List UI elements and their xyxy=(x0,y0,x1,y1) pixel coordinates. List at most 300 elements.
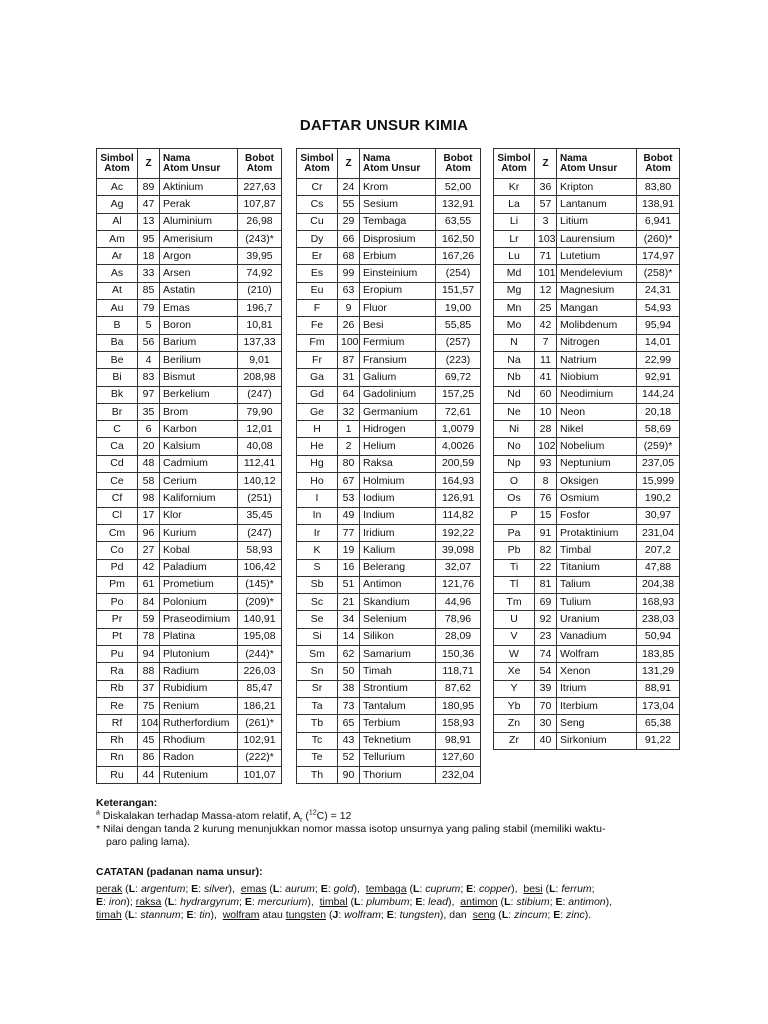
element-weight: 121,76 xyxy=(436,576,481,593)
element-weight: 50,94 xyxy=(637,628,680,645)
element-name: Cerium xyxy=(160,473,238,490)
element-name: Erbium xyxy=(360,248,436,265)
element-name: Aluminium xyxy=(160,213,238,230)
table-row xyxy=(97,317,282,334)
element-z: 1 xyxy=(338,421,360,438)
element-symbol: Re xyxy=(97,697,138,714)
element-symbol: Br xyxy=(97,403,138,420)
element-z: 10 xyxy=(535,403,557,420)
element-name: Sesium xyxy=(360,196,436,213)
element-weight: (222)* xyxy=(238,749,282,766)
catatan-text: ; xyxy=(314,883,321,895)
element-z: 103 xyxy=(535,230,557,247)
element-name: Molibdenum xyxy=(557,317,637,334)
header-name: Nama Atom Unsur xyxy=(557,149,637,179)
element-name: Krom xyxy=(360,179,436,196)
element-weight: 232,04 xyxy=(436,767,481,784)
element-weight: 144,24 xyxy=(637,386,680,403)
catatan-text: : xyxy=(327,883,334,895)
catatan-text: ), xyxy=(353,883,366,895)
table-row xyxy=(494,282,680,299)
table-row xyxy=(494,646,680,663)
element-z: 42 xyxy=(138,559,160,576)
element-weight: (261)* xyxy=(238,715,282,732)
element-z: 52 xyxy=(338,749,360,766)
element-symbol: Fm xyxy=(297,334,338,351)
catatan-text: hydrargyrum xyxy=(180,896,240,908)
element-z: 74 xyxy=(535,646,557,663)
element-z: 11 xyxy=(535,351,557,368)
element-z: 56 xyxy=(138,334,160,351)
element-symbol: Tl xyxy=(494,576,535,593)
table-row xyxy=(297,646,481,663)
element-symbol: Al xyxy=(97,213,138,230)
element-symbol: Si xyxy=(297,628,338,645)
element-name: Plutonium xyxy=(160,646,238,663)
element-z: 71 xyxy=(535,248,557,265)
element-symbol: Nb xyxy=(494,369,535,386)
element-symbol: As xyxy=(97,265,138,282)
catatan-text: ), xyxy=(307,896,320,908)
catatan-text: E xyxy=(466,883,474,895)
table-row xyxy=(97,351,282,368)
element-z: 20 xyxy=(138,438,160,455)
element-weight: 4,0026 xyxy=(436,438,481,455)
table-row xyxy=(494,507,680,524)
element-symbol: Se xyxy=(297,611,338,628)
catatan-line-2 xyxy=(96,896,696,909)
table-row xyxy=(97,663,282,680)
table-header-row xyxy=(494,149,680,179)
element-z: 59 xyxy=(138,611,160,628)
catatan-text: aurum xyxy=(285,883,315,895)
catatan-text: ); xyxy=(126,896,136,908)
element-weight: (258)* xyxy=(637,265,680,282)
element-weight: 132,91 xyxy=(436,196,481,213)
table-row xyxy=(297,594,481,611)
element-symbol: Lu xyxy=(494,248,535,265)
table-row xyxy=(494,680,680,697)
element-name: Fermium xyxy=(360,334,436,351)
element-z: 104 xyxy=(138,715,160,732)
catatan-text: plumbum xyxy=(366,896,410,908)
element-z: 24 xyxy=(338,179,360,196)
element-z: 34 xyxy=(338,611,360,628)
element-name: Kobal xyxy=(160,542,238,559)
header-weight: Bobot Atom xyxy=(238,149,282,179)
element-name: Kalsium xyxy=(160,438,238,455)
element-z: 89 xyxy=(138,179,160,196)
element-name: Rutenium xyxy=(160,767,238,784)
catatan-text: cuprum xyxy=(425,883,461,895)
table-row xyxy=(97,300,282,317)
element-name: Tulium xyxy=(557,594,637,611)
element-name: Laurensium xyxy=(557,230,637,247)
element-z: 102 xyxy=(535,438,557,455)
element-weight: (259)* xyxy=(637,438,680,455)
element-name: Thorium xyxy=(360,767,436,784)
element-weight: 19,00 xyxy=(436,300,481,317)
table-row xyxy=(97,265,282,282)
table-row xyxy=(494,628,680,645)
catatan-text: : xyxy=(279,883,286,895)
table-row xyxy=(297,490,481,507)
catatan-text: : xyxy=(562,896,569,908)
element-weight: 207,2 xyxy=(637,542,680,559)
catatan-text: L xyxy=(413,883,420,895)
element-name-term: emas xyxy=(240,883,267,895)
element-symbol: W xyxy=(494,646,535,663)
catatan-text: stibium xyxy=(516,896,550,908)
element-symbol: Md xyxy=(494,265,535,282)
table-row xyxy=(297,248,481,265)
element-symbol: Y xyxy=(494,680,535,697)
element-symbol: O xyxy=(494,473,535,490)
catatan-text: ), xyxy=(448,896,461,908)
element-symbol: F xyxy=(297,300,338,317)
table-row xyxy=(97,732,282,749)
catatan-text: : xyxy=(473,883,480,895)
element-name: Nobelium xyxy=(557,438,637,455)
element-name-term: tembaga xyxy=(365,883,407,895)
element-weight: 79,90 xyxy=(238,403,282,420)
table-row xyxy=(297,455,481,472)
table-row xyxy=(297,282,481,299)
table-row xyxy=(494,524,680,541)
catatan-line-3 xyxy=(96,909,696,922)
element-symbol: Pa xyxy=(494,524,535,541)
element-weight: 150,36 xyxy=(436,646,481,663)
header-name: Nama Atom Unsur xyxy=(360,149,436,179)
element-symbol: P xyxy=(494,507,535,524)
element-symbol: Os xyxy=(494,490,535,507)
element-z: 42 xyxy=(535,317,557,334)
element-z: 27 xyxy=(138,542,160,559)
element-symbol: Eu xyxy=(297,282,338,299)
element-symbol: Ta xyxy=(297,697,338,714)
catatan-text: : xyxy=(510,896,517,908)
element-z: 85 xyxy=(138,282,160,299)
table-row xyxy=(297,300,481,317)
element-symbol: Hg xyxy=(297,455,338,472)
table-row xyxy=(297,369,481,386)
catatan-text: : xyxy=(360,896,367,908)
element-symbol: H xyxy=(297,421,338,438)
element-weight: (254) xyxy=(436,265,481,282)
element-weight: 140,91 xyxy=(238,611,282,628)
element-z: 75 xyxy=(138,697,160,714)
element-symbol: Rh xyxy=(97,732,138,749)
table-row xyxy=(97,628,282,645)
element-weight: 138,91 xyxy=(637,196,680,213)
table-row xyxy=(297,732,481,749)
table-header-row xyxy=(97,149,282,179)
element-name: Berkelium xyxy=(160,386,238,403)
element-z: 41 xyxy=(535,369,557,386)
element-name: Polonium xyxy=(160,594,238,611)
element-name-term: perak xyxy=(96,883,123,895)
element-weight: 78,96 xyxy=(436,611,481,628)
element-z: 6 xyxy=(138,421,160,438)
element-weight: 39,95 xyxy=(238,248,282,265)
catatan-text: stannum xyxy=(140,909,181,921)
element-weight: (145)* xyxy=(238,576,282,593)
catatan-line-1 xyxy=(96,883,696,896)
catatan-text: L xyxy=(504,896,511,908)
element-weight: 58,93 xyxy=(238,542,282,559)
element-weight: 26,98 xyxy=(238,213,282,230)
element-name-term: timbal xyxy=(319,896,348,908)
table-row xyxy=(97,438,282,455)
page-title: DAFTAR UNSUR KIMIA xyxy=(299,117,469,134)
element-name: Besi xyxy=(360,317,436,334)
element-weight: 91,22 xyxy=(637,732,680,749)
element-symbol: Bi xyxy=(97,369,138,386)
element-symbol: Ne xyxy=(494,403,535,420)
element-symbol: Dy xyxy=(297,230,338,247)
table-row xyxy=(297,524,481,541)
note-a: $^a$ Diskalakan terhadap Massa-atom relatif, $A_r$ ($^{12}$C) = 12 xyxy=(96,809,352,825)
element-name: Renium xyxy=(160,697,238,714)
element-symbol: N xyxy=(494,334,535,351)
table-row xyxy=(297,663,481,680)
element-name: Berilium xyxy=(160,351,238,368)
catatan-text: : xyxy=(508,909,515,921)
element-z: 76 xyxy=(535,490,557,507)
element-z: 60 xyxy=(535,386,557,403)
element-weight: 52,00 xyxy=(436,179,481,196)
catatan-text: ; xyxy=(409,896,416,908)
element-z: 101 xyxy=(535,265,557,282)
table-row xyxy=(297,697,481,714)
element-weight: (243)* xyxy=(238,230,282,247)
element-name: Iterbium xyxy=(557,697,637,714)
element-name: Terbium xyxy=(360,715,436,732)
element-z: 49 xyxy=(338,507,360,524)
element-weight: 158,93 xyxy=(436,715,481,732)
table-row xyxy=(494,265,680,282)
element-z: 94 xyxy=(138,646,160,663)
element-z: 36 xyxy=(535,179,557,196)
catatan-text: ), xyxy=(210,909,223,921)
element-weight: 106,42 xyxy=(238,559,282,576)
table-row xyxy=(494,421,680,438)
element-name: Gadolinium xyxy=(360,386,436,403)
element-z: 8 xyxy=(535,473,557,490)
table-row xyxy=(494,196,680,213)
element-symbol: Te xyxy=(297,749,338,766)
element-name-term: timah xyxy=(96,909,122,921)
element-weight: 83,80 xyxy=(637,179,680,196)
element-name: Litium xyxy=(557,213,637,230)
element-z: 97 xyxy=(138,386,160,403)
element-symbol: Pu xyxy=(97,646,138,663)
element-symbol: Nd xyxy=(494,386,535,403)
table-row xyxy=(297,715,481,732)
header-z: Z xyxy=(138,149,160,179)
element-name: Galium xyxy=(360,369,436,386)
catatan-text: copper xyxy=(479,883,512,895)
element-weight: 127,60 xyxy=(436,749,481,766)
element-symbol: C xyxy=(97,421,138,438)
table-row xyxy=(297,438,481,455)
element-symbol: Ce xyxy=(97,473,138,490)
element-weight: (260)* xyxy=(637,230,680,247)
element-z: 44 xyxy=(138,767,160,784)
element-weight: 157,25 xyxy=(436,386,481,403)
element-symbol: Cm xyxy=(97,524,138,541)
element-name: Selenium xyxy=(360,611,436,628)
element-symbol: Mn xyxy=(494,300,535,317)
element-z: 62 xyxy=(338,646,360,663)
element-symbol: Tm xyxy=(494,594,535,611)
table-row xyxy=(297,421,481,438)
element-symbol: Cr xyxy=(297,179,338,196)
catatan-text: ; xyxy=(380,909,387,921)
element-name: Protaktinium xyxy=(557,524,637,541)
element-symbol: He xyxy=(297,438,338,455)
catatan-text: E xyxy=(415,896,423,908)
catatan-text: L xyxy=(128,909,135,921)
element-symbol: Ru xyxy=(97,767,138,784)
table-row xyxy=(297,473,481,490)
element-symbol: Rn xyxy=(97,749,138,766)
element-symbol: Pb xyxy=(494,542,535,559)
element-weight: (209)* xyxy=(238,594,282,611)
element-name: Fosfor xyxy=(557,507,637,524)
element-name: Emas xyxy=(160,300,238,317)
element-z: 54 xyxy=(535,663,557,680)
element-z: 32 xyxy=(338,403,360,420)
element-symbol: S xyxy=(297,559,338,576)
header-symbol: Simbol Atom xyxy=(97,149,138,179)
element-symbol: Ti xyxy=(494,559,535,576)
element-z: 68 xyxy=(338,248,360,265)
element-symbol: Ge xyxy=(297,403,338,420)
catatan-text: ; xyxy=(239,896,245,908)
element-z: 29 xyxy=(338,213,360,230)
element-z: 45 xyxy=(138,732,160,749)
element-name: Cadmium xyxy=(160,455,238,472)
element-weight: 227,63 xyxy=(238,179,282,196)
element-z: 9 xyxy=(338,300,360,317)
element-weight: 95,94 xyxy=(637,317,680,334)
table-row xyxy=(494,351,680,368)
element-weight: 183,85 xyxy=(637,646,680,663)
catatan-text: ; xyxy=(180,909,187,921)
element-z: 35 xyxy=(138,403,160,420)
element-name: Einsteinium xyxy=(360,265,436,282)
element-symbol: V xyxy=(494,628,535,645)
element-name: Bismut xyxy=(160,369,238,386)
element-weight: 10,81 xyxy=(238,317,282,334)
catatan-text: ; xyxy=(591,883,595,895)
catatan-text: silver xyxy=(204,883,229,895)
element-weight: 114,82 xyxy=(436,507,481,524)
element-name: Kripton xyxy=(557,179,637,196)
element-z: 55 xyxy=(338,196,360,213)
element-symbol: B xyxy=(97,317,138,334)
element-weight: (244)* xyxy=(238,646,282,663)
catatan-text: : xyxy=(174,896,181,908)
table-row xyxy=(494,230,680,247)
header-name: Nama Atom Unsur xyxy=(160,149,238,179)
element-z: 48 xyxy=(138,455,160,472)
element-symbol: Sn xyxy=(297,663,338,680)
element-name: Germanium xyxy=(360,403,436,420)
element-symbol: Ir xyxy=(297,524,338,541)
element-weight: 101,07 xyxy=(238,767,282,784)
table-row xyxy=(97,680,282,697)
element-z: 86 xyxy=(138,749,160,766)
element-weight: 85,47 xyxy=(238,680,282,697)
element-name: Paladium xyxy=(160,559,238,576)
catatan-text: : xyxy=(419,883,426,895)
element-name: Neon xyxy=(557,403,637,420)
element-weight: 30,97 xyxy=(637,507,680,524)
catatan-text: ; xyxy=(460,883,467,895)
header-symbol: Simbol Atom xyxy=(494,149,535,179)
catatan-heading: CATATAN (padanan nama unsur): xyxy=(96,866,263,878)
element-name: Lutetium xyxy=(557,248,637,265)
element-name: Niobium xyxy=(557,369,637,386)
element-z: 81 xyxy=(535,576,557,593)
element-z: 25 xyxy=(535,300,557,317)
element-z: 4 xyxy=(138,351,160,368)
catatan-text: zincum xyxy=(514,909,548,921)
catatan-text: ; xyxy=(549,896,556,908)
element-name: Fluor xyxy=(360,300,436,317)
element-name: Vanadium xyxy=(557,628,637,645)
element-z: 21 xyxy=(338,594,360,611)
element-z: 83 xyxy=(138,369,160,386)
element-weight: 65,38 xyxy=(637,715,680,732)
element-symbol: At xyxy=(97,282,138,299)
table-row xyxy=(297,680,481,697)
element-name: Talium xyxy=(557,576,637,593)
element-name: Iridium xyxy=(360,524,436,541)
element-weight: 204,38 xyxy=(637,576,680,593)
table-row xyxy=(97,767,282,784)
element-symbol: Xe xyxy=(494,663,535,680)
table-row xyxy=(297,334,481,351)
element-z: 3 xyxy=(535,213,557,230)
element-name: Argon xyxy=(160,248,238,265)
element-z: 30 xyxy=(535,715,557,732)
catatan-text: ( xyxy=(161,896,168,908)
table-header-row xyxy=(297,149,481,179)
element-weight: 126,91 xyxy=(436,490,481,507)
element-symbol: Bk xyxy=(97,386,138,403)
catatan-text: iron xyxy=(108,896,127,908)
element-z: 95 xyxy=(138,230,160,247)
element-name: Eropium xyxy=(360,282,436,299)
element-symbol: Pt xyxy=(97,628,138,645)
element-symbol: Zn xyxy=(494,715,535,732)
element-weight: 54,93 xyxy=(637,300,680,317)
element-weight: 58,69 xyxy=(637,421,680,438)
element-z: 33 xyxy=(138,265,160,282)
element-symbol: Fe xyxy=(297,317,338,334)
catatan-text: ; xyxy=(185,883,192,895)
element-weight: 162,50 xyxy=(436,230,481,247)
element-name: Antimon xyxy=(360,576,436,593)
table-row xyxy=(97,179,282,196)
catatan-text: L xyxy=(128,883,136,895)
element-symbol: Ba xyxy=(97,334,138,351)
element-weight: 164,93 xyxy=(436,473,481,490)
table-row xyxy=(97,646,282,663)
